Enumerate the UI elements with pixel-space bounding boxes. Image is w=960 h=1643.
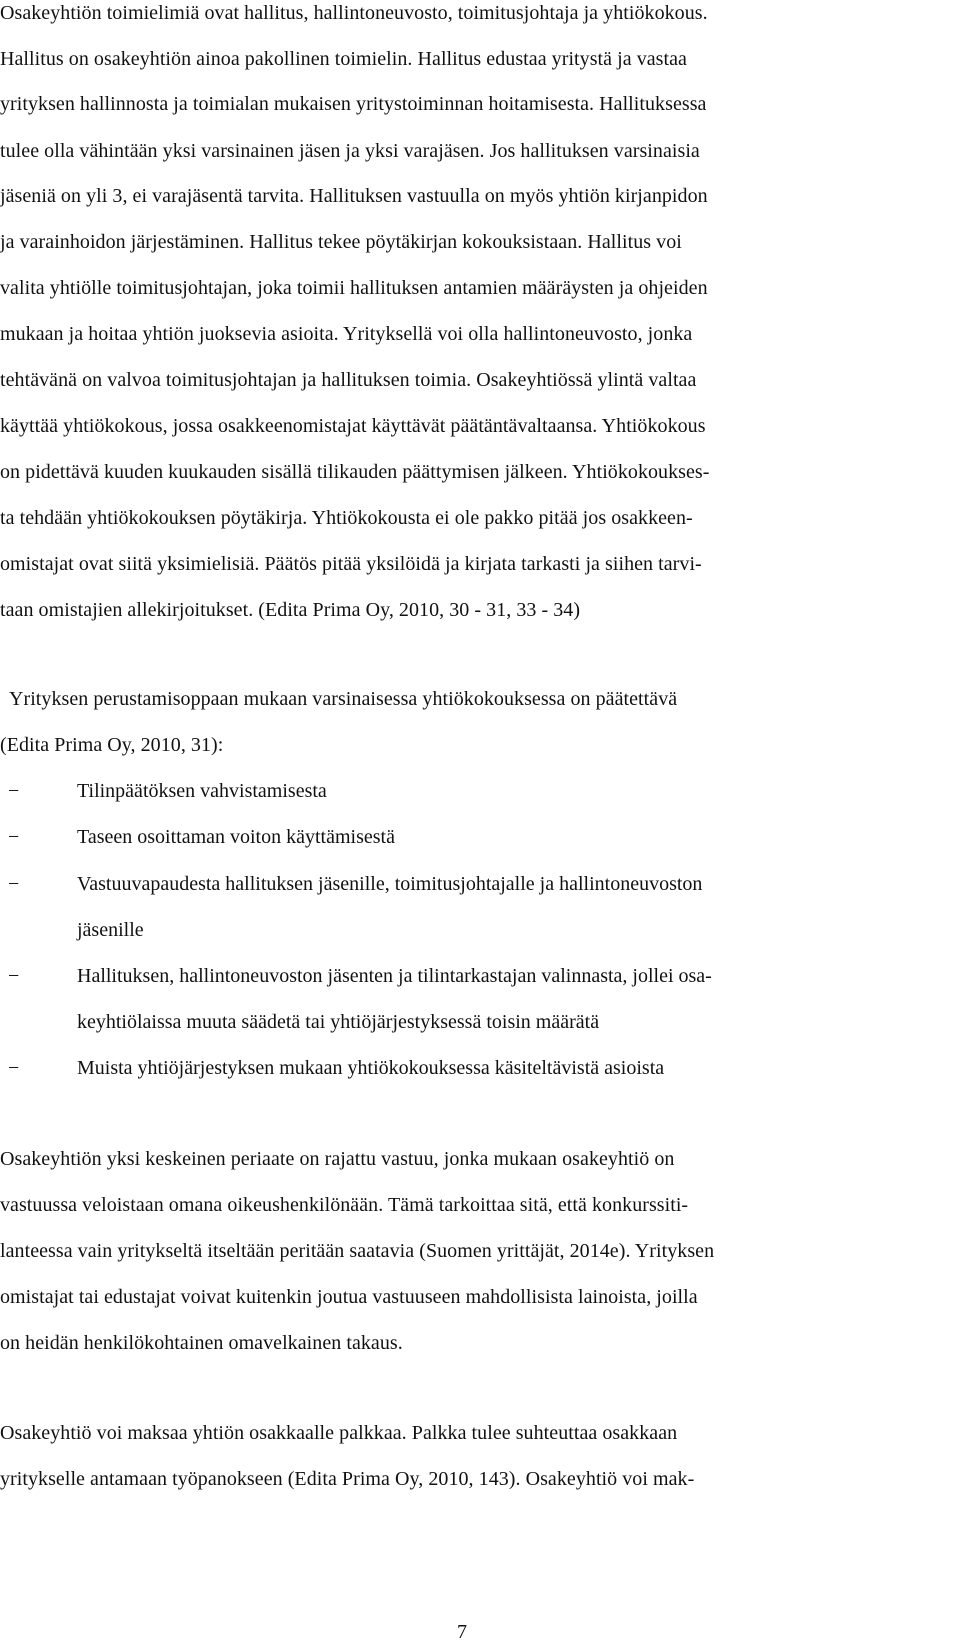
paragraph-line: on pidettävä kuuden kuukauden sisällä tilikauden päättymisen jälkeen. Yhtiökokoukses- <box>0 461 710 483</box>
paragraph-line: Hallitus on osakeyhtiön ainoa pakollinen toimielin. Hallitus edustaa yritystä ja vastaa <box>0 48 687 70</box>
paragraph-line: taan omistajien allekirjoitukset. (Edita Prima Oy, 2010, 30 - 31, 33 - 34) <box>0 599 581 621</box>
paragraph-line: (Edita Prima Oy, 2010, 31): <box>0 734 224 756</box>
paragraph-line: käyttää yhtiökokous, jossa osakkeenomistajat käyttävät päätäntävaltaansa. Yhtiökokous <box>0 415 706 437</box>
paragraph-line: Yrityksen perustamisoppaan mukaan varsinaisessa yhtiökokouksessa on päätettävä <box>9 688 678 710</box>
dash-bullet-icon: − <box>8 965 20 987</box>
paragraph-line: tulee olla vähintään yksi varsinainen jäsen ja yksi varajäsen. Jos hallituksen varsinaisia <box>0 140 700 162</box>
dash-bullet-icon: − <box>8 873 20 895</box>
list-item-text: Taseen osoittaman voiton käyttämisestä <box>77 826 395 848</box>
paragraph-line: on heidän henkilökohtainen omavelkainen takaus. <box>0 1332 403 1354</box>
paragraph-line: jäseniä on yli 3, ei varajäsentä tarvita. Hallituksen vastuulla on myös yhtiön kirjanpidon <box>0 185 708 207</box>
list-item-text: Vastuuvapaudesta hallituksen jäsenille, toimitusjohtajalle ja hallintoneuvoston <box>77 873 703 895</box>
paragraph-line: tehtävänä on valvoa toimitusjohtajan ja hallituksen toimia. Osakeyhtiössä ylintä valtaa <box>0 369 697 391</box>
paragraph-line: yritykselle antamaan työpanokseen (Edita Prima Oy, 2010, 143). Osakeyhtiö voi mak- <box>0 1468 695 1490</box>
page-number: 7 <box>457 1621 467 1643</box>
paragraph-line: lanteessa vain yritykseltä itseltään peritään saatavia (Suomen yrittäjät, 2014e). Yrityksen <box>0 1240 715 1262</box>
paragraph-line: Osakeyhtiö voi maksaa yhtiön osakkaalle palkkaa. Palkka tulee suhteuttaa osakkaan <box>0 1422 678 1444</box>
paragraph-line: omistajat ovat siitä yksimielisiä. Päätös pitää yksilöidä ja kirjata tarkasti ja siihen tarvi- <box>0 553 702 575</box>
list-item-text: keyhtiölaissa muuta säädetä tai yhtiöjärjestyksessä toisin määrätä <box>77 1011 600 1033</box>
dash-bullet-icon: − <box>8 1057 20 1079</box>
list-item-text: Hallituksen, hallintoneuvoston jäsenten ja tilintarkastajan valinnasta, jollei osa- <box>77 965 712 987</box>
list-item-text: jäsenille <box>77 919 144 941</box>
dash-bullet-icon: − <box>8 826 20 848</box>
paragraph-line: omistajat tai edustajat voivat kuitenkin joutua vastuuseen mahdollisista lainoista, joilla <box>0 1286 698 1308</box>
paragraph-line: ja varainhoidon järjestäminen. Hallitus tekee pöytäkirjan kokouksistaan. Hallitus voi <box>0 231 682 253</box>
dash-bullet-icon: − <box>8 780 20 802</box>
paragraph-line: mukaan ja hoitaa yhtiön juoksevia asioita. Yrityksellä voi olla hallintoneuvosto, jonka <box>0 323 693 345</box>
paragraph-line: vastuussa veloistaan omana oikeushenkilönään. Tämä tarkoittaa sitä, että konkurssiti- <box>0 1194 689 1216</box>
paragraph-line: yrityksen hallinnosta ja toimialan mukaisen yritystoiminnan hoitamisesta. Hallituksessa <box>0 93 707 115</box>
paragraph-line: ta tehdään yhtiökokouksen pöytäkirja. Yhtiökokousta ei ole pakko pitää jos osakkeen- <box>0 507 693 529</box>
paragraph-line: Osakeyhtiön toimielimiä ovat hallitus, hallintoneuvosto, toimitusjohtaja ja yhtiökokous. <box>0 2 708 24</box>
paragraph-line: Osakeyhtiön yksi keskeinen periaate on rajattu vastuu, jonka mukaan osakeyhtiö on <box>0 1148 675 1170</box>
list-item-text: Tilinpäätöksen vahvistamisesta <box>77 780 327 802</box>
paragraph-line: valita yhtiölle toimitusjohtajan, joka toimii hallituksen antamien määräysten ja ohjeiden <box>0 277 708 299</box>
list-item-text: Muista yhtiöjärjestyksen mukaan yhtiökokouksessa käsiteltävistä asioista <box>77 1057 665 1079</box>
